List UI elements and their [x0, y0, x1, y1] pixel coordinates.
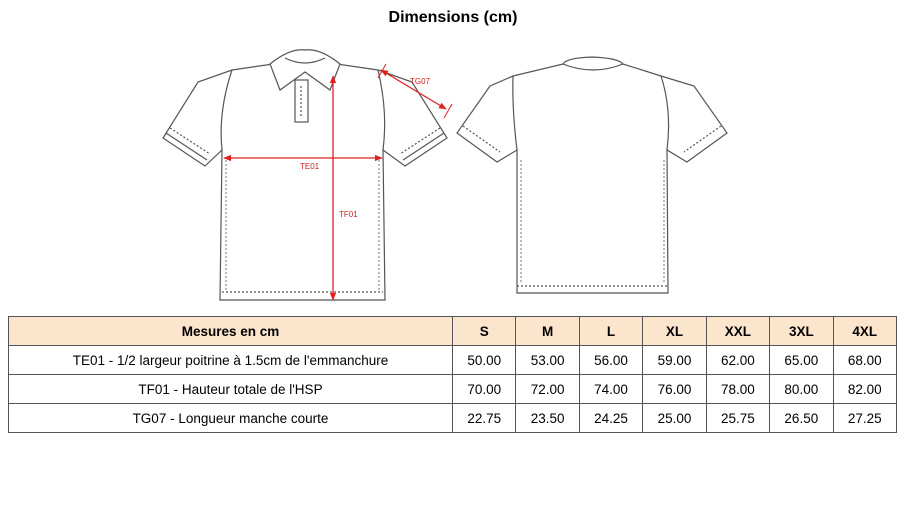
table-cell: 24.25: [579, 404, 642, 433]
column-header-size: 3XL: [770, 317, 833, 346]
column-header-size: XL: [643, 317, 706, 346]
table-row: [9, 404, 897, 433]
table-cell: 56.00: [579, 346, 642, 375]
te01-label: TE01: [300, 162, 320, 171]
table-cell: 80.00: [770, 375, 833, 404]
table-cell: 53.00: [516, 346, 579, 375]
table-cell: 76.00: [643, 375, 706, 404]
table-cell: 62.00: [706, 346, 769, 375]
tg07-label: TG07: [410, 77, 431, 86]
size-table: [8, 316, 897, 433]
table-cell: 27.25: [833, 404, 896, 433]
column-header-size: L: [579, 317, 642, 346]
column-header-measure: Mesures en cm: [9, 317, 453, 346]
table-cell: 22.75: [453, 404, 516, 433]
table-cell: 82.00: [833, 375, 896, 404]
table-cell: 59.00: [643, 346, 706, 375]
row-label: TG07 - Longueur manche courte: [9, 404, 453, 433]
front-polo-drawing: [163, 50, 447, 300]
table-row: [9, 346, 897, 375]
table-cell: 50.00: [453, 346, 516, 375]
table-cell: 65.00: [770, 346, 833, 375]
table-cell: 25.00: [643, 404, 706, 433]
table-cell: 68.00: [833, 346, 896, 375]
column-header-size: 4XL: [833, 317, 896, 346]
column-header-size: XXL: [706, 317, 769, 346]
table-cell: 74.00: [579, 375, 642, 404]
row-label: TE01 - 1/2 largeur poitrine à 1.5cm de l'emmanchure: [9, 346, 453, 375]
row-label: TF01 - Hauteur totale de l'HSP: [9, 375, 453, 404]
table-row: [9, 375, 897, 404]
table-cell: 25.75: [706, 404, 769, 433]
column-header-size: M: [516, 317, 579, 346]
page-title: Dimensions (cm): [388, 9, 518, 26]
table-cell: 26.50: [770, 404, 833, 433]
column-header-size: S: [453, 317, 516, 346]
table-cell: 23.50: [516, 404, 579, 433]
table-cell: 72.00: [516, 375, 579, 404]
back-polo-drawing: [457, 57, 727, 293]
table-cell: 70.00: [453, 375, 516, 404]
table-header-row: [9, 317, 897, 346]
tf01-label: TF01: [339, 210, 358, 219]
table-cell: 78.00: [706, 375, 769, 404]
